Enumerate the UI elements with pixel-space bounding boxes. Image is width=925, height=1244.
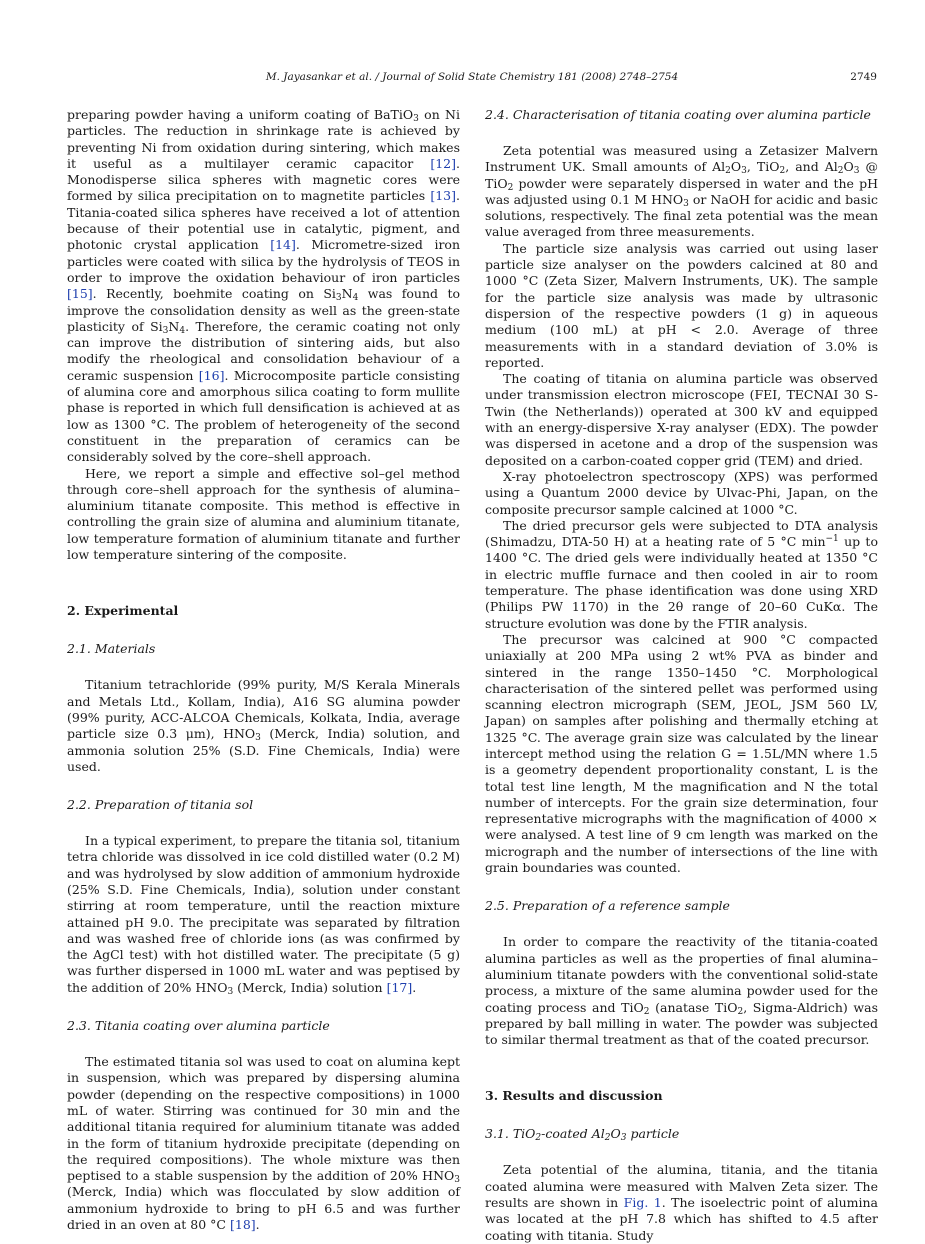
text: (Merck, India) solution, and ammonia solution 25% (S.D. Fine Chemicals, India) were used. — [67, 726, 460, 774]
paragraph — [485, 934, 878, 1048]
text: or NaOH for acidic and basic solutions, respectively. The final zeta potential was the mean value averaged from three measurements. — [485, 191, 878, 240]
paragraph: Here, we report a simple and effective sol–gel method through core–shell approach for the synthesis of alumina–aluminium titanate composite. This method is effective in controlling the grain size of alumina and aluminium titanate, low temperature formation of aluminium titanate and further low temperature sintering of the composite. — [67, 465, 460, 563]
text: O — [843, 159, 854, 175]
paragraph: The precursor was calcined at 900 °C compacted uniaxially at 200 MPa using 2 wt% PVA as binder and sintered in the range 1350–1450 °C. Morphological characterisation of the sintered pellet was performed using scanning electron micrograph (SEM, JEOL, JSM 560 LV, Japan) on samples after polishing and thermally etching at 1325 °C. The average grain size was calculated by the linear intercept method using the relation G = 1.5L/MN where 1.5 is a geometry dependent proportionality constant, L is the total test line length, M the magnification and N the total number of intercepts. For the grain size determination, four representative micrographs with the magnification of 4000 × were analysed. A test line of 9 cm length was marked on the micrograph and the number of intersections of the line with grain boundaries was counted. — [485, 631, 878, 876]
text: on Ni particles. The reduction in shrinkage rate is achieved by preventing Ni from oxidation during sintering, which makes it useful as a multilayer ceramic capacitor — [67, 107, 460, 171]
running-header — [67, 71, 877, 89]
text: Zeta potential was measured using a Zetasizer Malvern Instrument UK. Small amounts of Al — [485, 143, 878, 175]
text: The dried precursor gels were subjected to DTA analysis (Shimadzu, DTA-50 H) at a heating rate of 5 °C min — [485, 517, 878, 550]
citation-link[interactable]: [15] — [67, 286, 93, 302]
subscript: 2 — [737, 1006, 744, 1017]
subscript: 3 — [620, 1133, 627, 1144]
subscript: 2 — [837, 166, 844, 177]
text: O — [730, 159, 742, 175]
text: . Therefore, the ceramic coating not only can improve the distribution of sintering aids, but also modify the rheological and consolidation behaviour of a ceramic suspension — [67, 318, 461, 383]
citation-link[interactable]: [17] — [386, 979, 413, 995]
text: 3.1. TiO — [485, 1126, 536, 1142]
text: . Micrometre-sized iron particles were coated with silica by the hydrolysis of TEOS in order to improve the oxidation behaviour of iron particles — [67, 237, 460, 285]
citation-link[interactable]: [18] — [229, 1217, 256, 1233]
paragraph — [67, 833, 460, 996]
paragraph — [485, 1162, 878, 1243]
text: In a typical experiment, to prepare the titania sol, titanium tetra chloride was dissolved in ice cold distilled water (0.2 M) and was hydrolysed by slow addition of ammonium hydroxide (25% S.D. Fine Chemicals, India), solution under constant stirring at room temperature, until the reaction mixture attained pH 9.0. The precipitate was separated by filtration and was washed free of chloride ions (as was confirmed by the AgCl test) with hot distilled water. The precipitate (5 g) was further dispersed in 1000 mL water and was peptised by the addition of 20% HNO — [67, 833, 460, 995]
text: , Sigma-Aldrich) was prepared by ball milling in water. The powder was subjected to similar thermal treatment as that of the coated precursor. — [485, 999, 878, 1048]
text: , TiO — [746, 159, 780, 175]
text: was found to improve the consolidation density as well as the green-state plasticity of Si — [67, 286, 461, 334]
subscript: 3 — [683, 198, 689, 209]
paragraph: X-ray photoelectron spectroscopy (XPS) was performed using a Quantum 2000 device by Ulvac-Phi, Japan, on the composite precursor sample calcined at 1000 °C. — [485, 468, 878, 517]
text: powder were separately dispersed in water and the pH was adjusted using 0.1 M HNO — [485, 175, 878, 207]
paragraph: The coating of titania on alumina particle was observed under transmission electron microscope (FEI, TECNAI 30 S-Twin (the Netherlands)) operated at 300 kV and equipped with an energy-dispersive X-ray analyser (EDX). The powder was dispersed in acetone and a drop of the suspension was deposited on a carbon-coated copper grid (TEM) and dried. — [485, 371, 878, 468]
text: (Merck, India) solution — [233, 979, 387, 995]
subscript: 4 — [179, 325, 186, 336]
subscript: 3 — [454, 1175, 460, 1186]
subscript: 3 — [853, 166, 860, 177]
paragraph — [485, 143, 878, 241]
paragraph — [485, 518, 878, 632]
text: , and Al — [785, 159, 838, 175]
text: . — [412, 979, 417, 995]
paragraph — [67, 107, 460, 466]
paragraph — [67, 1054, 460, 1233]
subscript: 2 — [507, 182, 514, 193]
subsection-heading: 2.4. Characterisation of titania coating over alumina particle — [485, 107, 871, 122]
paragraph: The particle size analysis was carried out using laser particle size analyser on the powders calcined at 80 and 1000 °C (Zeta Sizer, Malvern Instruments, UK). The sample for the particle size analysis was made by ultrasonic dispersion of the respective powders (1 g) in aqueous medium (100 mL) at pH < 2.0. Average of three measurements with in a standard deviation of 3.0% is reported. — [485, 240, 878, 370]
text: particle — [626, 1126, 680, 1142]
running-title: M. Jayasankar et al. / Journal of Solid State Chemistry 181 (2008) 2748–2754 — [265, 71, 679, 83]
text: preparing powder having a uniform coating of BaTiO — [67, 107, 414, 122]
text: Zeta potential of the alumina, titania, and the titania coated alumina were measured with Malven Zeta sizer. The results are shown in — [485, 1162, 878, 1211]
section-heading: 2. Experimental — [67, 603, 179, 619]
superscript: −1 — [825, 534, 839, 545]
text: N — [341, 286, 353, 302]
subsection-heading: 2.2. Preparation of titania sol — [67, 797, 254, 813]
subsection-heading: 2.1. Materials — [67, 641, 156, 657]
text: Titanium tetrachloride (99% purity, M/S Kerala Minerals and Metals Ltd., Kollam, India), A16 SG alumina powder (99% purity, ACC-ALCOA Chemicals, Kolkata, India, average particle size 0.3 μm), HNO — [67, 677, 460, 742]
subsection-heading: 2.5. Preparation of a reference sample — [485, 898, 730, 914]
left-column — [67, 107, 460, 1233]
paragraph — [67, 677, 460, 775]
text: up to 1400 °C. The dried gels were individually heated at 1350 °C in electric muffle furnace and then cooled in air to room temperature. The phase identification was done using XRD (Philips PW 1170) in the 2θ range of 20–60 CuKα. The structure evolution was done by the FTIR analysis. — [485, 534, 878, 631]
figure-link[interactable]: Fig. 1 — [623, 1195, 662, 1211]
text: In order to compare the reactivity of the titania-coated alumina particles as well as the properties of final alumina–aluminium titanate powders with the conventional solid-state process, a mixture of the same alumina powder used for the coating process and TiO — [485, 934, 878, 1015]
subscript: 2 — [604, 1133, 611, 1144]
text: O — [610, 1126, 621, 1142]
subscript: 3 — [741, 166, 747, 177]
text: . Titania-coated silica spheres have received a lot of attention because of their potential use in catalytic, pigment, and photonic crystal application — [67, 188, 460, 253]
subscript: 3 — [413, 114, 419, 124]
citation-link[interactable]: [13] — [430, 188, 457, 204]
subscript: 2 — [779, 166, 786, 177]
subsection-heading — [485, 1126, 878, 1142]
text: . — [255, 1217, 260, 1233]
subscript: 3 — [162, 325, 169, 336]
text: (Merck, India) which was flocculated by slow addition of ammonium hydroxide to bring to pH 6.5 and was further dried in an oven at 80 °C — [67, 1184, 460, 1233]
right-column — [485, 107, 878, 1244]
subscript: 4 — [352, 293, 359, 304]
page-number: 2749 — [850, 71, 877, 83]
section-heading: 3. Results and discussion — [485, 1088, 663, 1104]
subscript: 3 — [255, 733, 261, 744]
text: N — [168, 318, 180, 334]
subscript: 2 — [535, 1133, 542, 1144]
text: . The isoelectric point of alumina was located at the pH 7.8 which has shifted to 4.5 after coating with titania. Study — [485, 1195, 878, 1243]
subscript: 3 — [227, 986, 234, 997]
text: -coated Al — [541, 1126, 605, 1142]
subsection-heading: 2.3. Titania coating over alumina particle — [67, 1018, 330, 1034]
citation-link[interactable]: [12] — [430, 155, 457, 171]
text: . Recently, boehmite coating on Si — [92, 286, 336, 302]
subscript: 2 — [643, 1006, 650, 1017]
subscript: 3 — [335, 293, 342, 304]
text: @ TiO — [485, 159, 879, 191]
citation-link[interactable]: [14] — [270, 237, 296, 253]
subscript: 2 — [725, 166, 731, 177]
text: . Monodisperse silica spheres with magnetic cores were formed by silica precipitation on to magnetite particles — [67, 155, 460, 204]
text: The estimated titania sol was used to coat on alumina kept in suspension, which was prepared by dispersing alumina powder (depending on the respective compositions) in 1000 mL of water. Stirring was continued for 30 min and the additional titania required for aluminium titanate was added in the form of titanium hydroxide precipitate (depending on the required compositions). The whole mixture was then peptised to a stable suspension by the addition of 20% HNO — [67, 1054, 460, 1184]
text: (anatase TiO — [649, 999, 738, 1015]
text: . Microcomposite particle consisting of alumina core and amorphous silica coating to form mullite phase is reported in which full densification is achieved at as low as 1300 °C. The problem of heterogeneity of the second constituent in the preparation of ceramics can be considerably solved by the core–shell approach. — [67, 367, 460, 465]
citation-link[interactable]: [16] — [198, 367, 225, 383]
